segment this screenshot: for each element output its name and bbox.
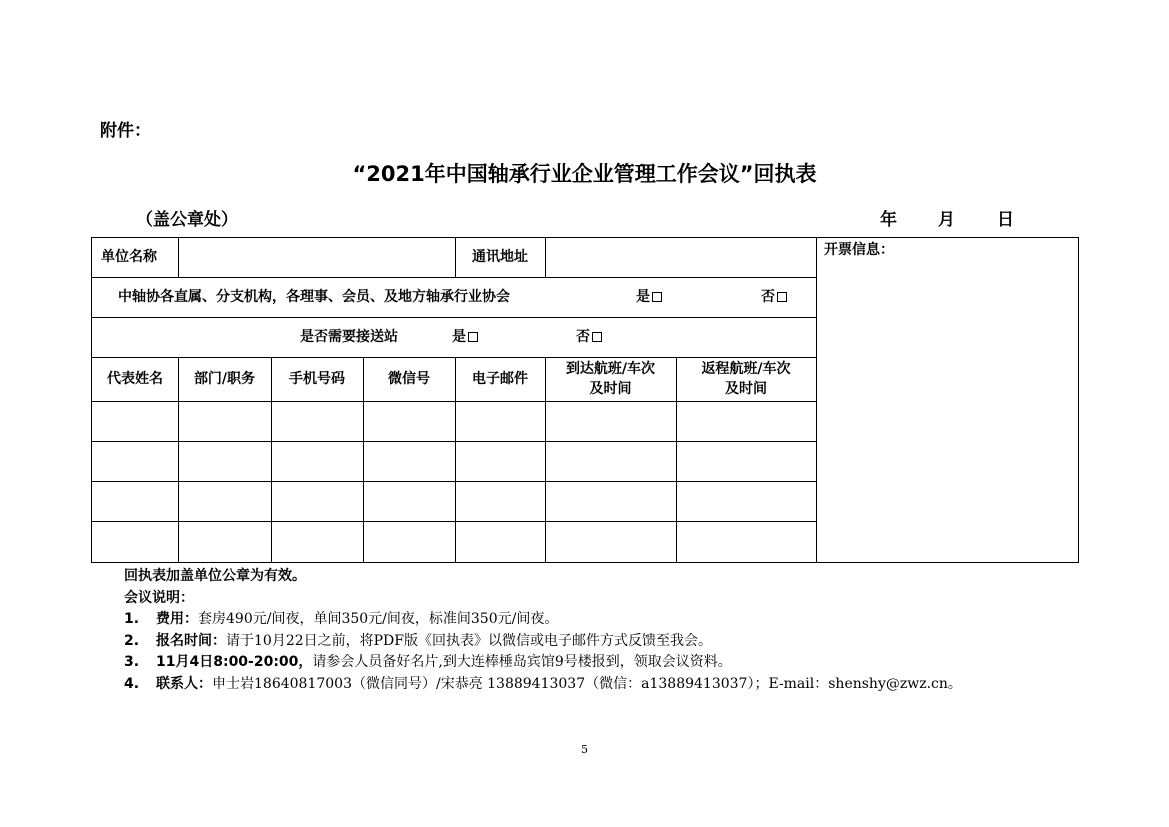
no-label: 否 [761, 289, 775, 305]
checkbox-icon[interactable] [468, 332, 478, 342]
note-item: 3. 11月4日8:00-20:00，请参会人员备好名片,到大连棒棰岛宾馆9号楼报到，领取会议资料。 [124, 654, 732, 670]
table-cell[interactable] [546, 482, 675, 520]
header-wechat: 微信号 [388, 371, 430, 387]
table-cell[interactable] [92, 522, 177, 560]
meeting-notes [124, 566, 962, 695]
note-item: 1. 费用：套房490元/间夜，单间350元/间夜，标准间350元/间夜。 [124, 611, 559, 627]
attachment-label: 附件： [100, 121, 151, 141]
table-cell[interactable] [677, 402, 815, 440]
unit-name-label: 单位名称 [101, 249, 157, 265]
yes-label: 是 [636, 289, 650, 305]
note-item: 2. 报名时间：请于10月22日之前，将PDF版《回执表》以微信或电子邮件方式反馈至我会。 [124, 632, 712, 649]
table-cell[interactable] [456, 402, 544, 440]
header-return: 返程航班/车次 及时间 [701, 361, 791, 397]
table-cell[interactable] [677, 442, 815, 480]
validity-note: 回执表加盖单位公章为有效。 [124, 568, 306, 584]
table-cell[interactable] [364, 442, 454, 480]
no-label: 否 [576, 329, 590, 345]
table-cell[interactable] [92, 482, 177, 520]
table-cell[interactable] [677, 482, 815, 520]
date-year-label: 年 [880, 210, 897, 230]
note-item: 4. 联系人：申士岩18640817003（微信同号）/宋恭亮 13889413037（微信：a13889413037）；E-mail：shenshy@zwz.cn。 [124, 675, 962, 692]
header-representative-name: 代表姓名 [107, 371, 163, 387]
table-cell[interactable] [546, 402, 675, 440]
page-number: 5 [581, 743, 588, 756]
table-cell[interactable] [364, 402, 454, 440]
table-cell[interactable] [272, 522, 362, 560]
table-cell[interactable] [179, 482, 270, 520]
membership-no-option[interactable] [761, 277, 811, 317]
table-cell[interactable] [456, 442, 544, 480]
page-title: “2021年中国轴承行业企业管理工作会议”回执表 [352, 162, 817, 186]
table-cell[interactable] [179, 402, 270, 440]
membership-question: 中轴协各直属、分支机构，各理事、会员、及地方轴承行业协会 [118, 289, 510, 305]
date-month-label: 月 [938, 210, 955, 230]
pickup-question: 是否需要接送站 [300, 329, 398, 345]
table-cell[interactable] [92, 402, 177, 440]
table-cell[interactable] [92, 442, 177, 480]
table-cell[interactable] [677, 522, 815, 560]
seal-label: （盖公章处） [136, 210, 238, 230]
invoice-info-label: 开票信息： [824, 242, 894, 258]
header-email: 电子邮件 [472, 371, 528, 387]
address-field[interactable] [546, 238, 815, 276]
checkbox-icon[interactable] [652, 292, 662, 302]
table-cell[interactable] [364, 482, 454, 520]
pickup-yes-option[interactable] [452, 317, 512, 357]
address-label: 通讯地址 [472, 249, 528, 265]
header-mobile: 手机号码 [289, 371, 345, 387]
date-day-label: 日 [997, 210, 1014, 230]
table-cell[interactable] [546, 522, 675, 560]
unit-name-field[interactable] [179, 238, 454, 276]
header-department-title: 部门/职务 [193, 371, 256, 387]
table-cell[interactable] [546, 442, 675, 480]
pickup-no-option[interactable] [576, 317, 636, 357]
table-cell[interactable] [456, 482, 544, 520]
checkbox-icon[interactable] [592, 332, 602, 342]
notes-heading: 会议说明： [124, 589, 194, 606]
table-cell[interactable] [364, 522, 454, 560]
yes-label: 是 [452, 329, 466, 345]
table-cell[interactable] [179, 442, 270, 480]
table-cell[interactable] [456, 522, 544, 560]
membership-yes-option[interactable] [636, 277, 696, 317]
invoice-info-field[interactable] [817, 262, 1077, 562]
table-cell[interactable] [272, 442, 362, 480]
table-cell[interactable] [179, 522, 270, 560]
table-cell[interactable] [272, 482, 362, 520]
table-cell[interactable] [272, 402, 362, 440]
checkbox-icon[interactable] [777, 292, 787, 302]
header-arrival: 到达航班/车次 及时间 [565, 361, 656, 397]
